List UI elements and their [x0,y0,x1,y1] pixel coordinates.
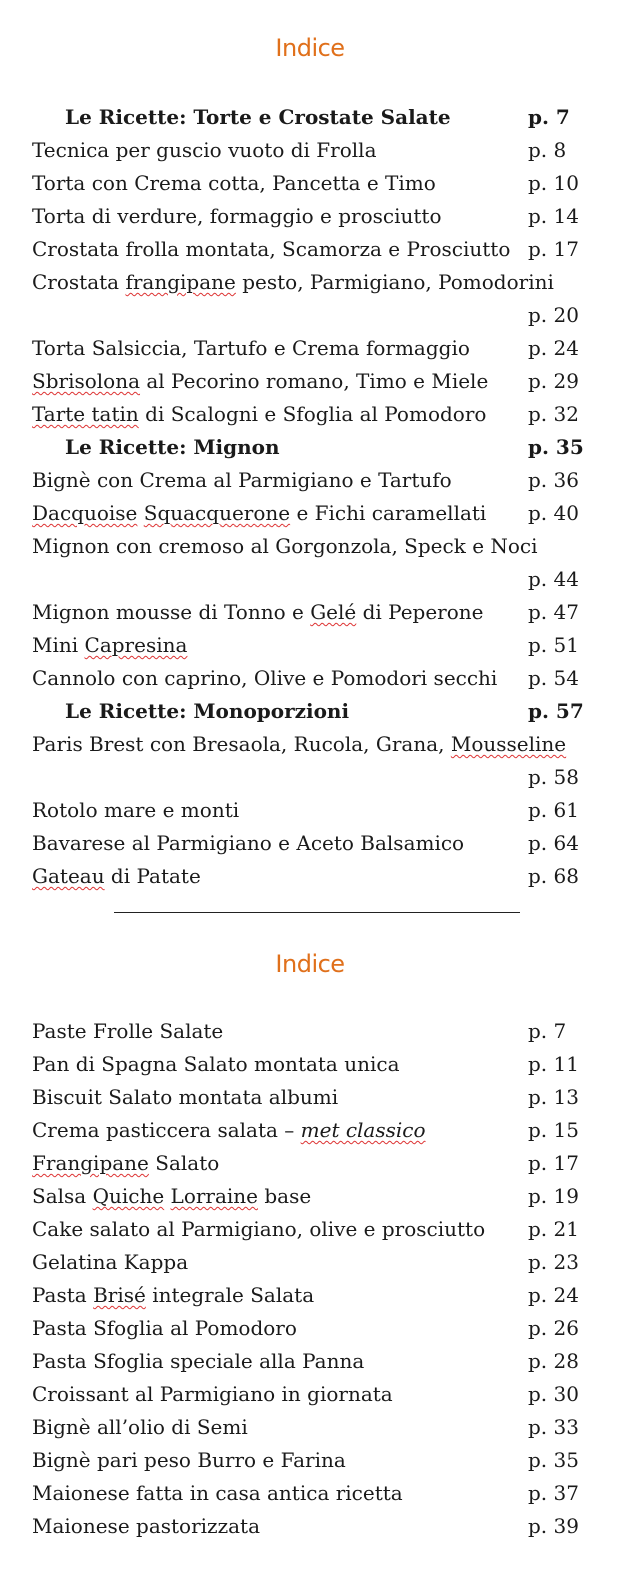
section-heading-row [32,101,592,134]
toc-entry-row [32,134,592,167]
toc-entry-label: Tarte tatin di Scalogni e Sfoglia al Pomodoro [32,402,487,426]
toc-entry-label: Torta con Crema cotta, Pancetta e Timo [32,171,436,195]
toc-entry-row [32,1378,592,1411]
toc-entry-row [32,233,592,266]
page-number: p. 14 [528,204,579,228]
toc-entry-row [32,860,592,893]
page-number: p. 32 [528,402,579,426]
toc-entry-row [32,629,592,662]
toc-entry-row [32,1180,592,1213]
toc-entry-label: Croissant al Parmigiano in giornata [32,1382,393,1406]
toc-entry-label: Pan di Spagna Salato montata unica [32,1052,400,1076]
page-number: p. 26 [528,1316,579,1340]
toc-entry-row [32,1213,592,1246]
toc-entry-label: Mini Capresina [32,633,188,657]
toc-entry-row [32,662,592,695]
toc-entry-label: Paste Frolle Salate [32,1019,224,1043]
toc-entry-label: Frangipane Salato [32,1151,220,1175]
toc-entry-label: Crema pasticcera salata – met classico [32,1118,426,1142]
toc-entry-label: Torta di verdure, formaggio e prosciutto [32,204,442,228]
toc-entry-row [32,200,592,233]
toc-entry-label: Salsa Quiche Lorraine base [32,1184,312,1208]
toc-entry-label: Cannolo con caprino, Olive e Pomodori secchi [32,666,498,690]
toc-entry-row [32,1246,592,1279]
page-number: p. 47 [528,600,579,624]
page-number: p. 24 [528,1283,579,1307]
page-number: p. 68 [528,864,579,888]
toc-entry-label: Mignon con cremoso al Gorgonzola, Speck e Noci [32,534,538,558]
section-heading-row [32,431,592,464]
page-number: p. 64 [528,831,579,855]
toc-entry-label: Biscuit Salato montata albumi [32,1085,339,1109]
toc-entry-row [32,1510,592,1543]
page-number: p. 8 [528,138,567,162]
page-number: p. 44 [528,567,579,591]
toc-entry-label: Bignè con Crema al Parmigiano e Tartufo [32,468,452,492]
toc-entry-row [32,1147,592,1180]
page-number: p. 39 [528,1514,579,1538]
toc-entry-label: Gelatina Kappa [32,1250,189,1274]
page-number: p. 35 [528,1448,579,1472]
toc-entry-row [32,1279,592,1312]
page-number: p. 51 [528,633,579,657]
page-number: p. 35 [528,435,584,459]
page-number: p. 20 [528,303,579,327]
toc-entry-row [32,497,592,530]
section-heading-label: Le Ricette: Monoporzioni [65,699,350,723]
toc-entry-row [32,464,592,497]
toc-entry-label: Bignè all’olio di Semi [32,1415,248,1439]
toc-entry-label: Paris Brest con Bresaola, Rucola, Grana, Mousseline [32,732,567,756]
page-number: p. 15 [528,1118,579,1142]
toc-entry-row [32,1114,592,1147]
page-number: p. 28 [528,1349,579,1373]
toc-entry-label: Crostata frolla montata, Scamorza e Prosciutto [32,237,511,261]
page-number: p. 17 [528,1151,579,1175]
toc-entry-label: Pasta Sfoglia al Pomodoro [32,1316,297,1340]
toc-entry-row [32,365,592,398]
page-number: p. 24 [528,336,579,360]
toc-entry-row [32,827,592,860]
page-number: p. 54 [528,666,579,690]
toc-entry-row [32,1015,592,1048]
toc-entry-row [32,794,592,827]
page-number: p. 61 [528,798,579,822]
page-number: p. 19 [528,1184,579,1208]
section-heading-label: Le Ricette: Torte e Crostate Salate [65,105,451,129]
toc-entry-row [32,596,592,629]
index-list-2 [32,1015,592,1543]
index-list-1 [32,101,592,893]
section-heading-label: Le Ricette: Mignon [65,435,280,459]
toc-entry-row [32,530,592,596]
toc-entry-row [32,1048,592,1081]
toc-entry-label: Pasta Sfoglia speciale alla Panna [32,1349,365,1373]
toc-entry-label: Bavarese al Parmigiano e Aceto Balsamico [32,831,465,855]
page-number: p. 13 [528,1085,579,1109]
page-number: p. 29 [528,369,579,393]
toc-entry-label: Pasta Brisé integrale Salata [32,1283,315,1307]
toc-entry-row [32,332,592,365]
page-number: p. 33 [528,1415,579,1439]
page-number: p. 7 [528,105,570,129]
toc-entry-label: Crostata frangipane pesto, Parmigiano, Pomodorini [32,270,554,294]
toc-entry-label: Rotolo mare e monti [32,798,240,822]
toc-entry-label: Maionese pastorizzata [32,1514,260,1538]
page-number: p. 10 [528,171,579,195]
toc-entry-row [32,266,592,332]
toc-entry-label: Torta Salsiccia, Tartufo e Crema formaggio [32,336,470,360]
toc-entry-label: Gateau di Patate [32,864,201,888]
index-title-2: Indice [275,950,345,978]
toc-entry-label: Sbrisolona al Pecorino romano, Timo e Miele [32,369,489,393]
page-number: p. 30 [528,1382,579,1406]
page-number: p. 37 [528,1481,579,1505]
toc-entry-label: Cake salato al Parmigiano, olive e prosciutto [32,1217,486,1241]
page-number: p. 11 [528,1052,579,1076]
page-number: p. 36 [528,468,579,492]
page-number: p. 23 [528,1250,579,1274]
page-number: p. 57 [528,699,584,723]
toc-entry-row [32,1312,592,1345]
index-title-1: Indice [275,34,345,62]
toc-entry-row [32,398,592,431]
toc-entry-row [32,1081,592,1114]
toc-entry-row [32,728,592,794]
toc-entry-label: Mignon mousse di Tonno e Gelé di Peperone [32,600,484,624]
toc-entry-row [32,1477,592,1510]
page-number: p. 40 [528,501,579,525]
toc-entry-label: Tecnica per guscio vuoto di Frolla [32,138,377,162]
page-number: p. 7 [528,1019,567,1043]
page-number: p. 58 [528,765,579,789]
page-number: p. 21 [528,1217,579,1241]
toc-entry-row [32,1444,592,1477]
toc-entry-row [32,167,592,200]
toc-entry-label: Maionese fatta in casa antica ricetta [32,1481,403,1505]
toc-entry-label: Bignè pari peso Burro e Farina [32,1448,346,1472]
section-heading-row [32,695,592,728]
section-divider [114,912,520,913]
page-number: p. 17 [528,237,579,261]
toc-entry-row [32,1411,592,1444]
toc-entry-label: Dacquoise Squacquerone e Fichi caramellati [32,501,487,525]
toc-entry-row [32,1345,592,1378]
